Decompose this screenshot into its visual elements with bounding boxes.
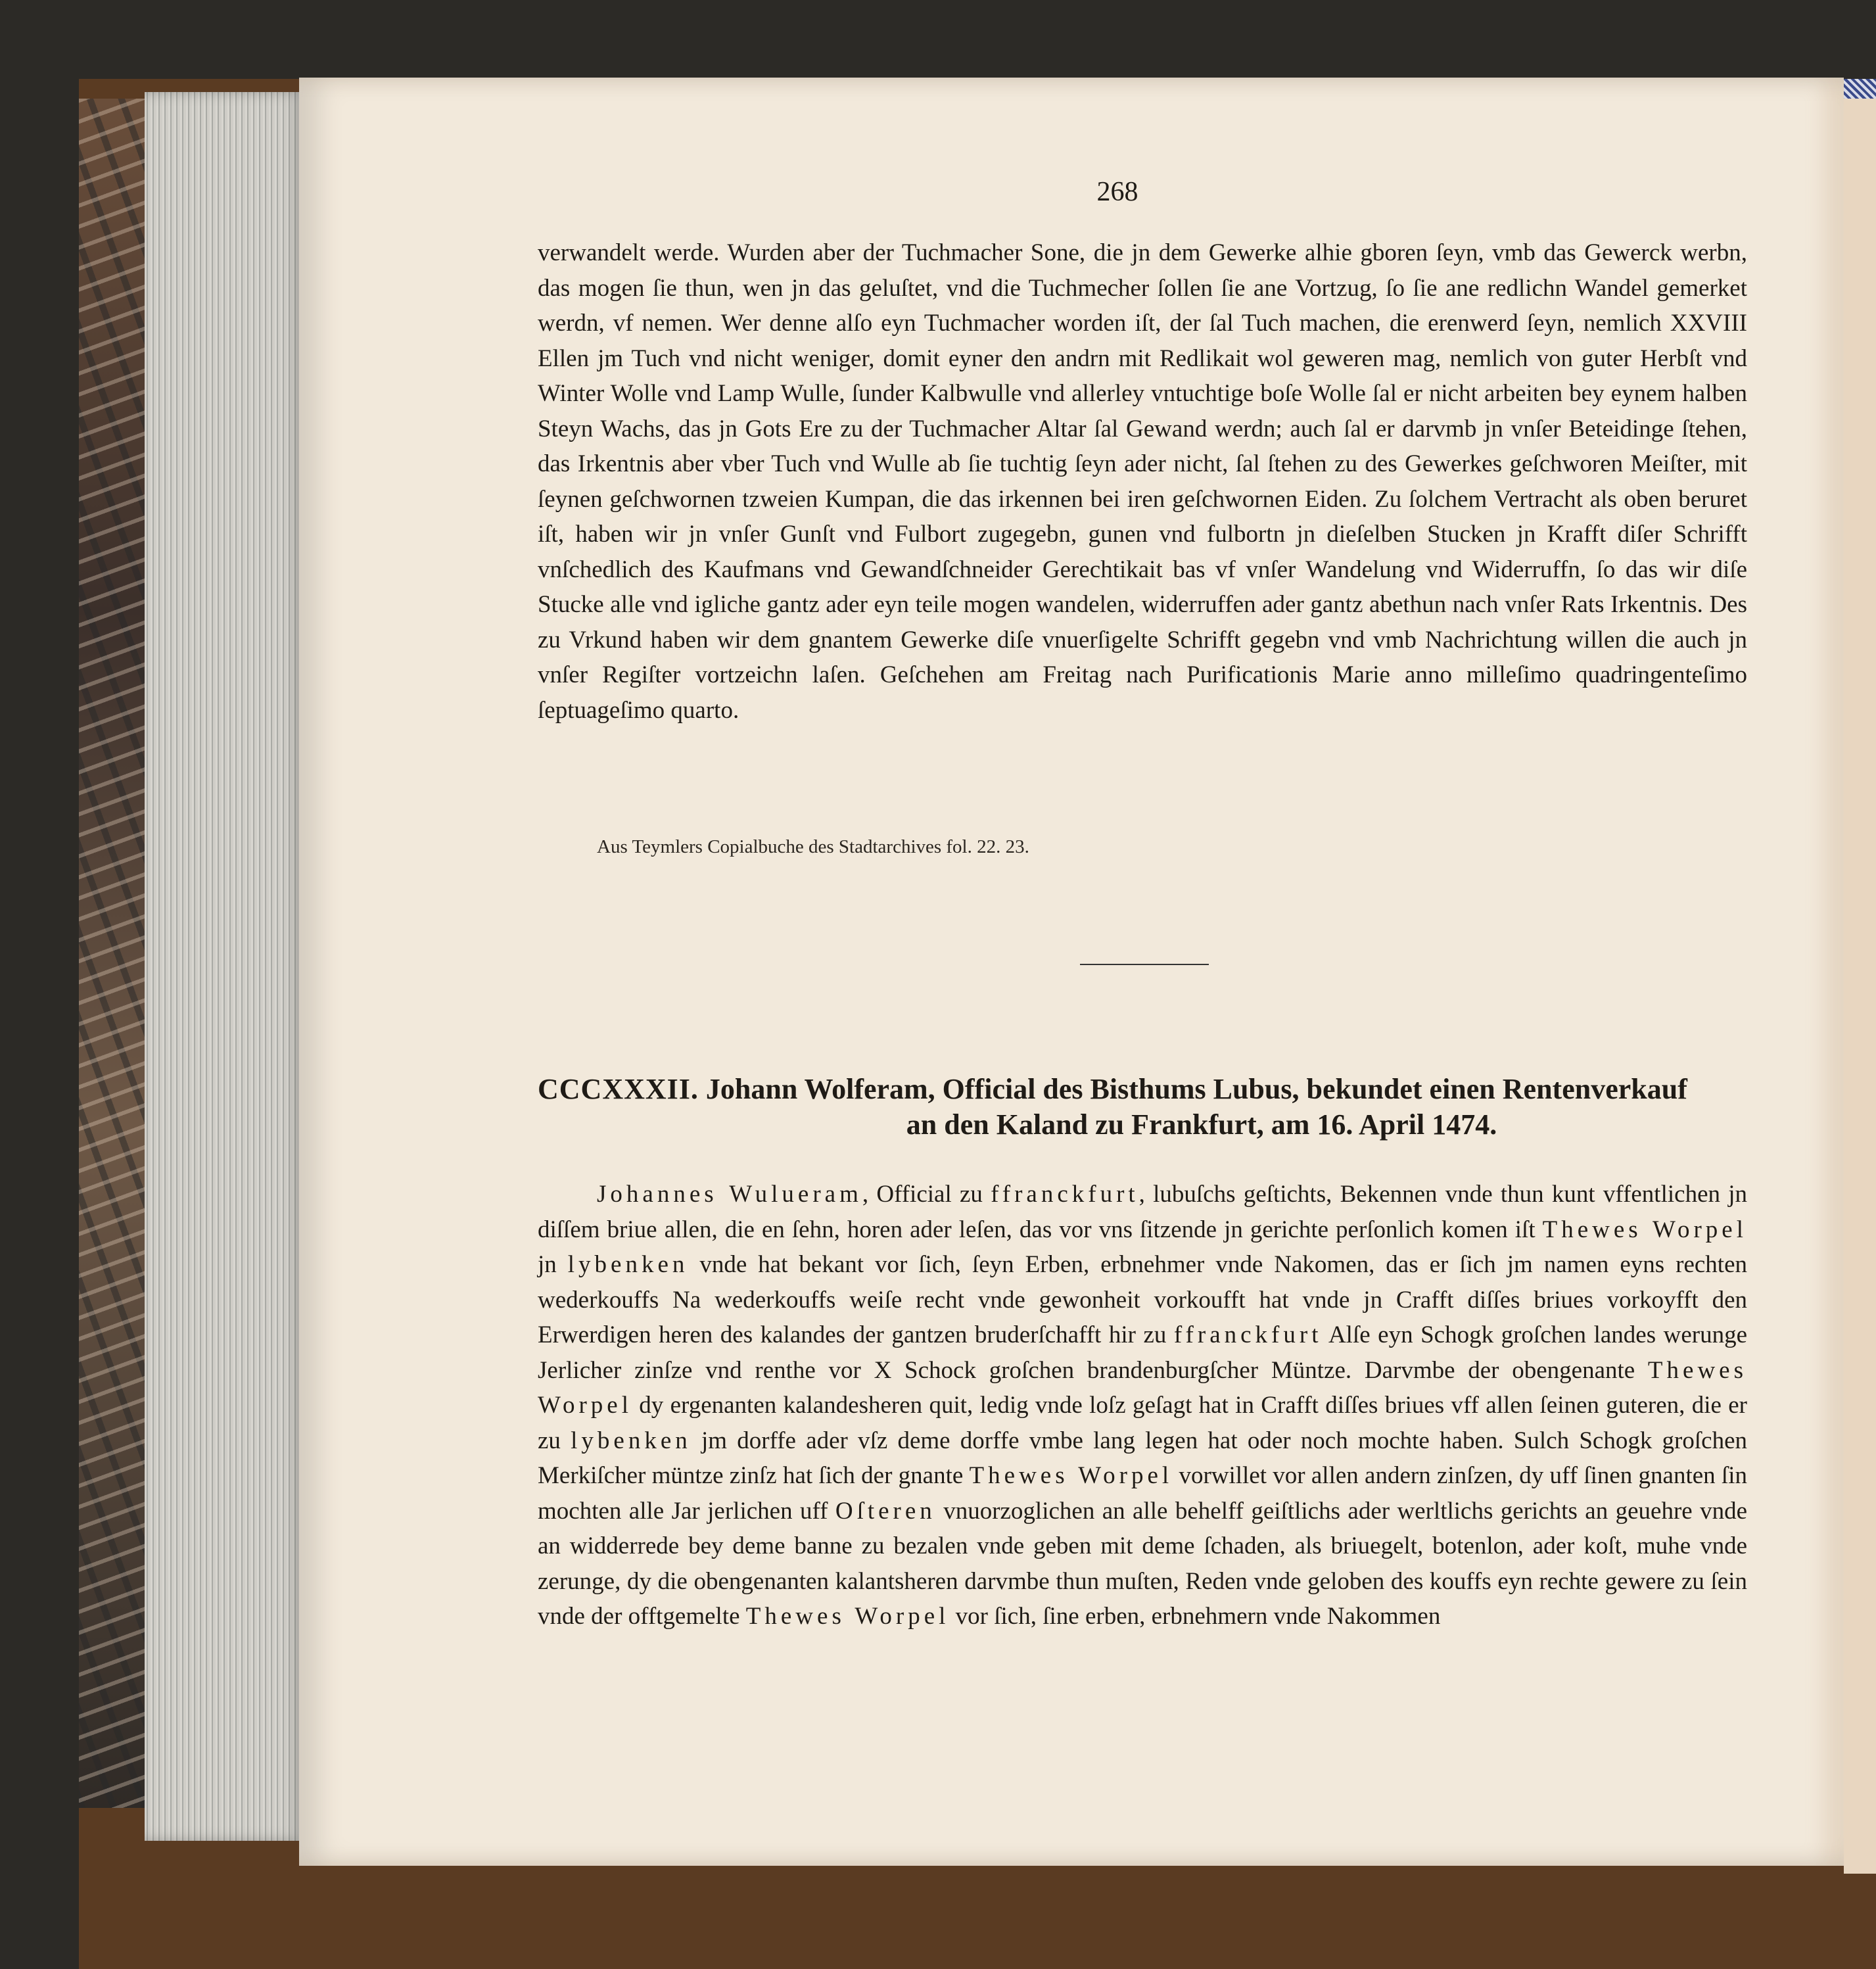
- section-divider: [1080, 964, 1209, 965]
- spaced-name: Oſteren: [835, 1497, 936, 1525]
- heading-line-2: an den Kaland zu Frankfurt, am 16. April 1474.: [906, 1108, 1497, 1141]
- text-run: vor ſich, ſine erben, erbnehmern vnde Nakommen: [949, 1603, 1441, 1630]
- source-note: Aus Teymlers Copialbuche des Stadtarchives fol. 22. 23.: [597, 836, 1029, 857]
- text-run: jm dorffe ader vſz deme dorffe vmbe lang legen hat oder noch mochte haben. Sulch Schogk groſchen Merkiſcher müntze zinſz hat ſich der gnante: [538, 1427, 1747, 1489]
- text-run: vnuorzoglichen an alle behelff geiſtlichs ader werltlichs gerichts an geuehre vnde an widderrede bey deme banne zu bezalen vnde geben mit deme ſchaden, als briuegelt, botenlon, ader koſt, muhe vnde zerunge, dy die obengenanten kalantsheren darvmbe thun muſten, Reden vnde geloben des kouffs eyn rechte gewere zu ſein vnde der offtgemelte: [538, 1497, 1748, 1630]
- marbled-edge: [79, 99, 145, 1808]
- paragraph-1: verwandelt werde. Wurden aber der Tuchmacher Sone, die jn dem Gewerke alhie gboren ſeyn, vmb das Gewerck werbn, das mogen ſie thun, wen jn das geluſtet, vnd die Tuchmecher ſollen ſie ane Vortzug, ſo ſie ane redlichn Wandel gemerket werdn, vf nemen. Wer denne alſo eyn Tuchmacher worden iſt, der ſal Tuch machen, die erenwerd ſeyn, nemlich XXVIII Ellen jm Tuch vnd nicht weniger, domit eyner den andrn mit Redlikait wol geweren mag, nemlich von guter Herbſt vnd Winter Wolle vnd Lamp Wulle, ſunder Kalbwulle vnd allerley vntuchtige boſe Wolle ſal er nicht arbeiten bey eynem halben Steyn Wachs, das jn Gots Ere zu der Tuchmacher Altar ſal Gewand werdn; auch ſal er darvmb jn vnſer Beteidinge ſtehen, das Irkentnis aber vber Tuch vnd Wulle ab ſie tuchtig ſeyn ader nicht, ſal ſtehen zu des Gewerkes geſchworen Meiſter, mit ſeynen geſchwornen tzweien Kumpan, die das irkennen bei iren geſchwornen Eiden. Zu ſolchem Vertracht als oben beruret iſt, haben wir jn vnſer Gunſt vnd Fulbort zugegebn, gunen vnd fulbortn jn dieſelben Stucken jn Krafft diſer Schrifft vnſchedlich des Kaufmans vnd Gewandſchneider Gerechtikait bas vf vnſer Wandelung vnd Widerruffn, ſo das wir diſe Stucke alle vnd igliche gantz ader eyn teile mogen wandelen, widerruffen ader gantz abethun nach vnſer Rats Irkentnis. Des zu Vrkund haben wir dem gnantem Gewerke diſe vnuerſigelte Schrifft gegebn vnd vmb Nachrichtung willen die auch jn vnſer Regiſter vortzeichn laſen. Geſchehen am Freitag nach Purificationis Marie anno milleſimo quadringenteſimo ſeptuageſimo quarto.: [538, 239, 1747, 724]
- page-edges: [145, 92, 302, 1841]
- text-run: jn: [538, 1251, 568, 1278]
- text-run: dy ergenanten kalandesheren quit, ledig vnde loſz geſagt hat in Crafft diſſes briues vff allen ſeinen guteren, die er zu: [538, 1392, 1747, 1454]
- heading-line-1: Johann Wolferam, Official des Bisthums Lubus, bekundet einen Rentenverkauf: [705, 1073, 1687, 1105]
- spaced-name: Johannes Wulueram: [597, 1181, 862, 1208]
- text-run: , Official zu: [862, 1181, 991, 1208]
- text-run: , lubuſchs geſtichts, Bekennen vnde thun kunt vffentlichen jn diſſem briue allen, die en ſehn, horen ader leſen, das vor vns ſitzende jn gerichte perſonlich komen iſt: [538, 1181, 1747, 1243]
- paragraph-2: [538, 1177, 1747, 1634]
- spaced-name: lybenken: [571, 1427, 692, 1454]
- text-run: vorwillet vor allen andern zinſzen, dy uff ſinen gnanten ſin mochten alle Jar jerlichen uff: [538, 1462, 1747, 1525]
- spaced-name: ffranckfurt: [1173, 1321, 1323, 1348]
- spaced-name: ffranckfurt: [991, 1181, 1139, 1208]
- spaced-name: lybenken: [567, 1251, 689, 1278]
- document-heading: [538, 1072, 1747, 1143]
- text-run: vnde hat bekant vor ſich, ſeyn Erben, erbnehmer vnde Nakomen, das er ſich jm namen eyns rechten wederkouffs Na wederkouffs weiſe recht vnde gewonheit vorkoufft hat vnde jn Crafft diſſes briues vorkoyfft den Erwerdigen heren des kalandes der gantzen bruderſchafft hir zu: [538, 1251, 1747, 1348]
- spaced-name: Thewes Worpel: [745, 1603, 950, 1630]
- document-number: CCCXXXII.: [538, 1073, 699, 1105]
- spaced-name: Thewes Worpel: [538, 1356, 1747, 1419]
- spaced-name: Thewes Worpel: [969, 1462, 1173, 1489]
- facing-page-edge: [1844, 99, 1876, 1874]
- bookmark-ribbon: [1841, 79, 1876, 99]
- text-run: Alſe eyn Schogk groſchen landes werunge Jerlicher zinſze vnd renthe vor X Schock groſchen brandenburgſcher Müntze. Darvmbe der obengenante: [538, 1321, 1747, 1384]
- page-number: 268: [1096, 177, 1138, 207]
- spaced-name: Thewes Worpel: [1542, 1216, 1747, 1243]
